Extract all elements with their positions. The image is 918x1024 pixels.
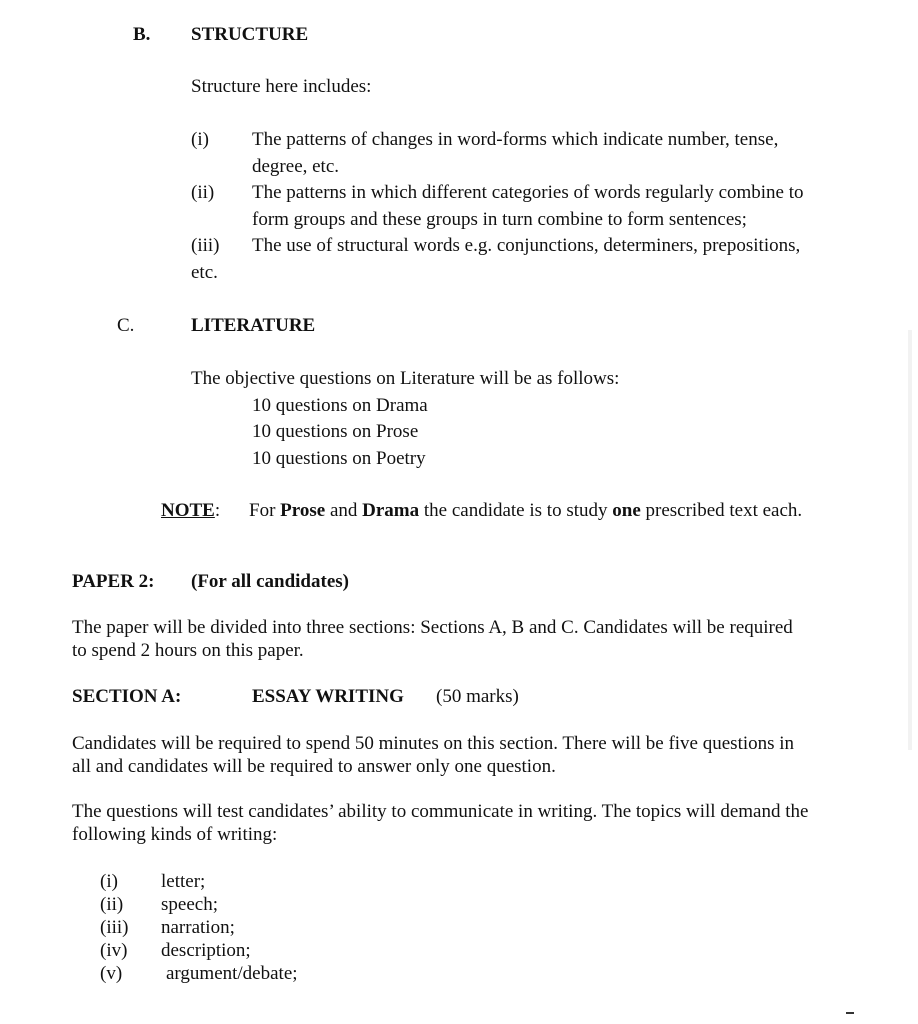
structure-item-text: The patterns in which different categories of words regularly combine to xyxy=(252,182,804,203)
writing-kind-number: (v) xyxy=(100,963,123,984)
structure-item-number: (ii) xyxy=(191,182,215,203)
note-text-part: For xyxy=(249,500,281,521)
structure-item-text-cont: degree, etc. xyxy=(252,156,340,177)
writing-kind-number: (iii) xyxy=(100,917,129,938)
note-emphasis-prose: Prose xyxy=(280,500,326,521)
writing-kind-argument: argument/debate; xyxy=(166,963,298,984)
writing-kind-speech: speech; xyxy=(161,894,218,915)
note-label: NOTE xyxy=(161,500,215,521)
writing-kind-letter: letter; xyxy=(161,871,206,892)
page-number-fragment xyxy=(846,1012,854,1014)
literature-heading: LITERATURE xyxy=(191,315,316,336)
writing-kind-narration: narration; xyxy=(161,917,235,938)
note-text xyxy=(249,498,802,524)
writing-kind-description: description; xyxy=(161,940,251,961)
section-a-paragraph-cont: all and candidates will be required to answer only one question. xyxy=(72,756,556,777)
note-emphasis-drama: Drama xyxy=(362,500,420,521)
paper2-description: The paper will be divided into three sections: Sections A, B and C. Candidates will be required xyxy=(72,617,793,638)
writing-kind-number: (ii) xyxy=(100,894,124,915)
structure-item-number: (i) xyxy=(191,129,209,150)
literature-intro: The objective questions on Literature will be as follows: xyxy=(191,368,620,389)
question-count-prose: 10 questions on Prose xyxy=(252,421,419,442)
structure-item-text-cont: etc. xyxy=(191,262,218,283)
note-line xyxy=(161,498,220,524)
section-a-paragraph: The questions will test candidates’ ability to communicate in writing. The topics will demand the xyxy=(72,801,809,822)
structure-intro: Structure here includes: xyxy=(191,76,372,97)
structure-item-number: (iii) xyxy=(191,235,220,256)
note-text-part: prescribed text each. xyxy=(640,500,803,521)
writing-kind-number: (iv) xyxy=(100,940,128,961)
note-colon: : xyxy=(214,500,221,521)
scrollbar-track[interactable] xyxy=(908,330,912,750)
section-a-paragraph-cont: following kinds of writing: xyxy=(72,824,278,845)
writing-kind-number: (i) xyxy=(100,871,118,892)
section-a-paragraph: Candidates will be required to spend 50 minutes on this section. There will be five questions in xyxy=(72,733,795,754)
structure-item-text: The use of structural words e.g. conjunctions, determiners, prepositions, xyxy=(252,235,801,256)
structure-item-text-cont: form groups and these groups in turn combine to form sentences; xyxy=(252,209,747,230)
paper2-description-cont: to spend 2 hours on this paper. xyxy=(72,640,304,661)
question-count-poetry: 10 questions on Poetry xyxy=(252,448,426,469)
section-letter-b: B. xyxy=(133,24,151,45)
note-text-part: the candidate is to study xyxy=(419,500,613,521)
paper2-audience: (For all candidates) xyxy=(191,571,349,592)
note-text-part: and xyxy=(325,500,363,521)
structure-heading: STRUCTURE xyxy=(191,24,309,45)
section-letter-c: C. xyxy=(117,315,135,336)
section-a-title: ESSAY WRITING xyxy=(252,686,404,707)
section-a-label: SECTION A: xyxy=(72,686,182,707)
structure-item-text: The patterns of changes in word-forms which indicate number, tense, xyxy=(252,129,779,150)
section-a-marks: (50 marks) xyxy=(436,686,519,707)
question-count-drama: 10 questions on Drama xyxy=(252,395,428,416)
paper2-label: PAPER 2: xyxy=(72,571,155,592)
note-emphasis-one: one xyxy=(612,500,641,521)
